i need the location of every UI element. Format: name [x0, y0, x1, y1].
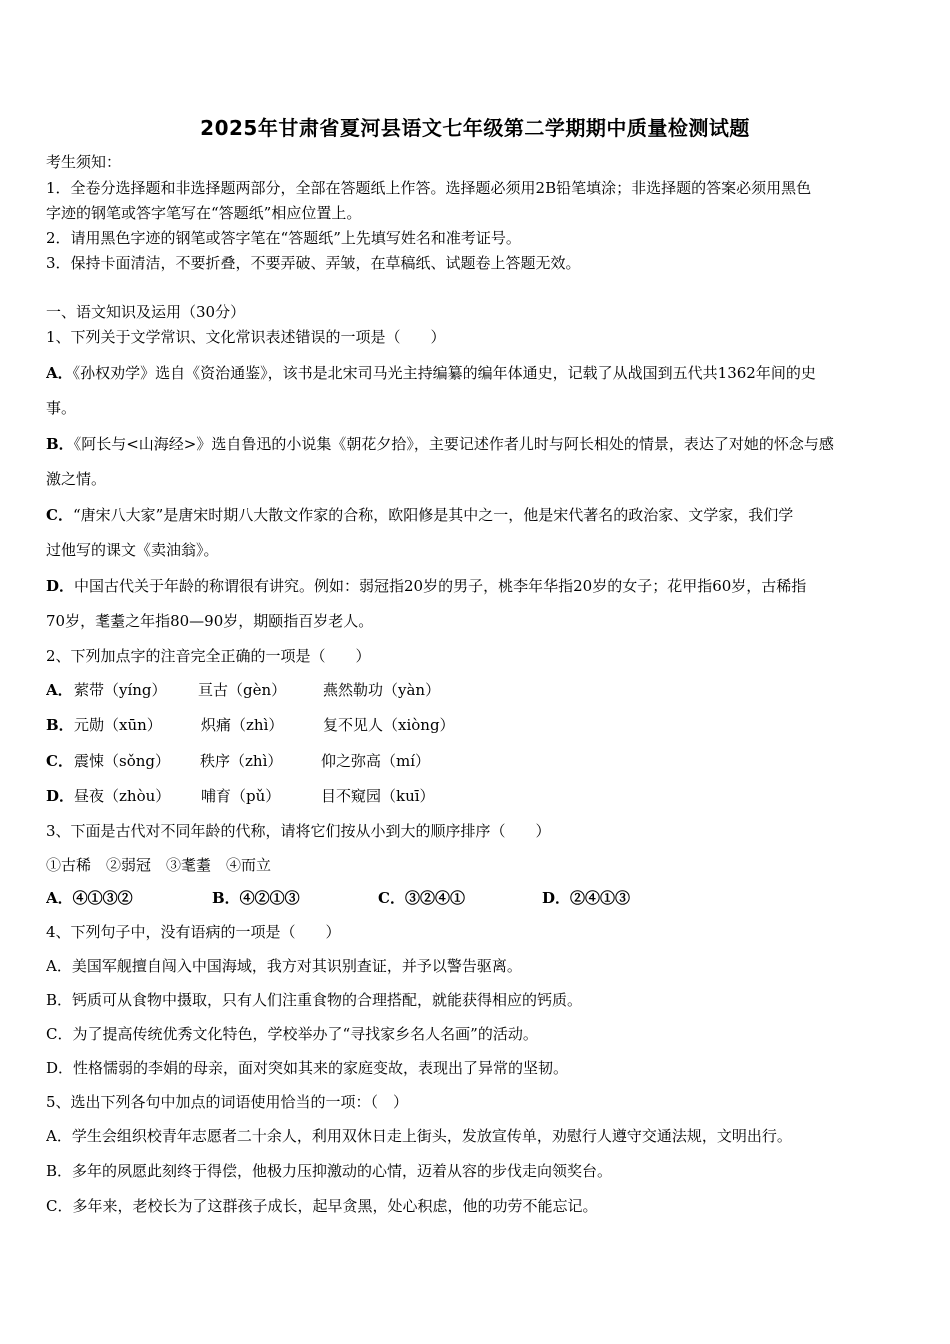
page-title: 2025年甘肃省夏河县语文七年级第二学期期中质量检测试题: [200, 116, 750, 140]
question-5-option-c: C．多年来，老校长为了这群孩子成长，起早贪黑，处心积虑，他的功劳不能忘记。: [46, 1197, 598, 1215]
question-5-stem: 5、选出下列各句中加点的词语使用恰当的一项：（ ）: [46, 1093, 409, 1111]
option-label: B．: [46, 435, 74, 453]
notice-item-1-line-1: 1．全卷分选择题和非选择题两部分，全部在答题纸上作答。选择题必须用2B铅笔填涂；非选择题的答案必须用黑色: [46, 179, 812, 197]
option-b: B．④②①③: [212, 889, 300, 907]
option-text: 中国古代关于年龄的称谓很有讲究。例如：弱冠指20岁的男子，桃李年华指20岁的女子；花甲指60岁，古稀指: [74, 577, 807, 595]
option-label: D．: [46, 577, 75, 595]
question-3-options: [46, 888, 908, 908]
option-word-3: 仰之弥高（mí）: [321, 752, 431, 770]
question-1-option-b-cont: 激之情。: [46, 470, 107, 488]
option-word-2: 炽痛（zhì）: [201, 716, 284, 734]
question-1-option-c-cont: 过他写的课文《卖油翁》。: [46, 541, 219, 559]
question-1-option-a-cont: 事。: [46, 399, 77, 417]
option-word-3: 目不窥园（kuī）: [321, 787, 435, 805]
notice-item-2: 2．请用黑色字迹的钢笔或答字笔在“答题纸”上先填写姓名和准考证号。: [46, 229, 521, 247]
question-2-option-d: [46, 786, 908, 806]
option-word-2: 秩序（zhì）: [200, 752, 283, 770]
question-2-stem: 2、下列加点字的注音完全正确的一项是（ ）: [46, 647, 371, 665]
option-label: B．: [46, 716, 74, 734]
question-3-items: ①古稀 ②弱冠 ③耄耋 ④而立: [46, 856, 272, 874]
question-2-option-b: [46, 715, 908, 735]
option-word-2: 哺育（pǔ）: [201, 787, 281, 805]
option-text: “唐宋八大家”是唐宋时期八大散文作家的合称，欧阳修是其中之一，他是宋代著名的政治家、文学家，我们学: [72, 506, 794, 524]
option-word-3: 复不见人（xiòng）: [323, 716, 455, 734]
question-1-stem: 1、下列关于文学常识、文化常识表述错误的一项是（ ）: [46, 328, 446, 346]
question-4-stem: 4、下列句子中，没有语病的一项是（ ）: [46, 923, 341, 941]
question-5-option-b: B．多年的夙愿此刻终于得偿，他极力压抑激动的心情，迈着从容的步伐走向领奖台。: [46, 1162, 613, 1180]
option-label: A．: [46, 364, 73, 382]
question-2-option-a: [46, 680, 908, 700]
question-4-option-d: D．性格懦弱的李娟的母亲，面对突如其来的家庭变故，表现出了异常的坚韧。: [46, 1059, 569, 1077]
question-1-option-b: [46, 434, 908, 454]
question-5-option-a: A．学生会组织校青年志愿者二十余人，利用双休日走上街头，发放宣传单，劝慰行人遵守交通法规，文明出行。: [46, 1127, 792, 1145]
option-word-1: 震悚（sǒng）: [74, 752, 170, 770]
option-word-1: 元勋（xūn）: [74, 716, 162, 734]
option-word-1: 昼夜（zhòu）: [74, 787, 171, 805]
option-label: D．: [46, 787, 75, 805]
option-text: 《阿长与<山海经>》选自鲁迅的小说集《朝花夕拾》，主要记述作者儿时与阿长相处的情景，表达了对她的怀念与感: [73, 435, 834, 453]
option-label: C．: [46, 506, 73, 524]
option-word-3: 燕然勒功（yàn）: [323, 681, 441, 699]
question-1-option-a: [46, 363, 908, 383]
question-4-option-b: B．钙质可从食物中摄取，只有人们注重食物的合理搭配，就能获得相应的钙质。: [46, 991, 583, 1009]
option-word-2: 亘古（gèn）: [198, 681, 287, 699]
question-1-option-c: [46, 505, 908, 525]
option-word-1: 萦带（yíng）: [74, 681, 167, 699]
option-text: 《孙权劝学》选自《资治通鉴》，该书是北宋司马光主持编纂的编年体通史，记载了从战国到五代共1362年间的史: [72, 364, 816, 382]
section-heading: 一、语文知识及运用（30分）: [46, 303, 246, 321]
option-a: A．④①③②: [46, 889, 133, 907]
option-label: A．: [46, 681, 73, 699]
question-1-option-d: [46, 576, 908, 596]
notice-item-3: 3．保持卡面清洁，不要折叠，不要弄破、弄皱，在草稿纸、试题卷上答题无效。: [46, 254, 581, 272]
question-1-option-d-cont: 70岁，耄耋之年指80—90岁，期颐指百岁老人。: [46, 612, 374, 630]
question-3-stem: 3、下面是古代对不同年龄的代称，请将它们按从小到大的顺序排序（ ）: [46, 822, 551, 840]
notice-heading: 考生须知：: [46, 153, 122, 171]
option-d: D．②④①③: [542, 889, 631, 907]
option-c: C．③②④①: [378, 889, 465, 907]
notice-item-1-line-2: 字迹的钢笔或答字笔写在“答题纸”相应位置上。: [46, 204, 362, 222]
option-label: C．: [46, 752, 73, 770]
question-4-option-c: C．为了提高传统优秀文化特色，学校举办了“寻找家乡名人名画”的活动。: [46, 1025, 538, 1043]
question-2-option-c: [46, 751, 908, 771]
question-4-option-a: A．美国军舰擅自闯入中国海域，我方对其识别查证，并予以警告驱离。: [46, 957, 522, 975]
